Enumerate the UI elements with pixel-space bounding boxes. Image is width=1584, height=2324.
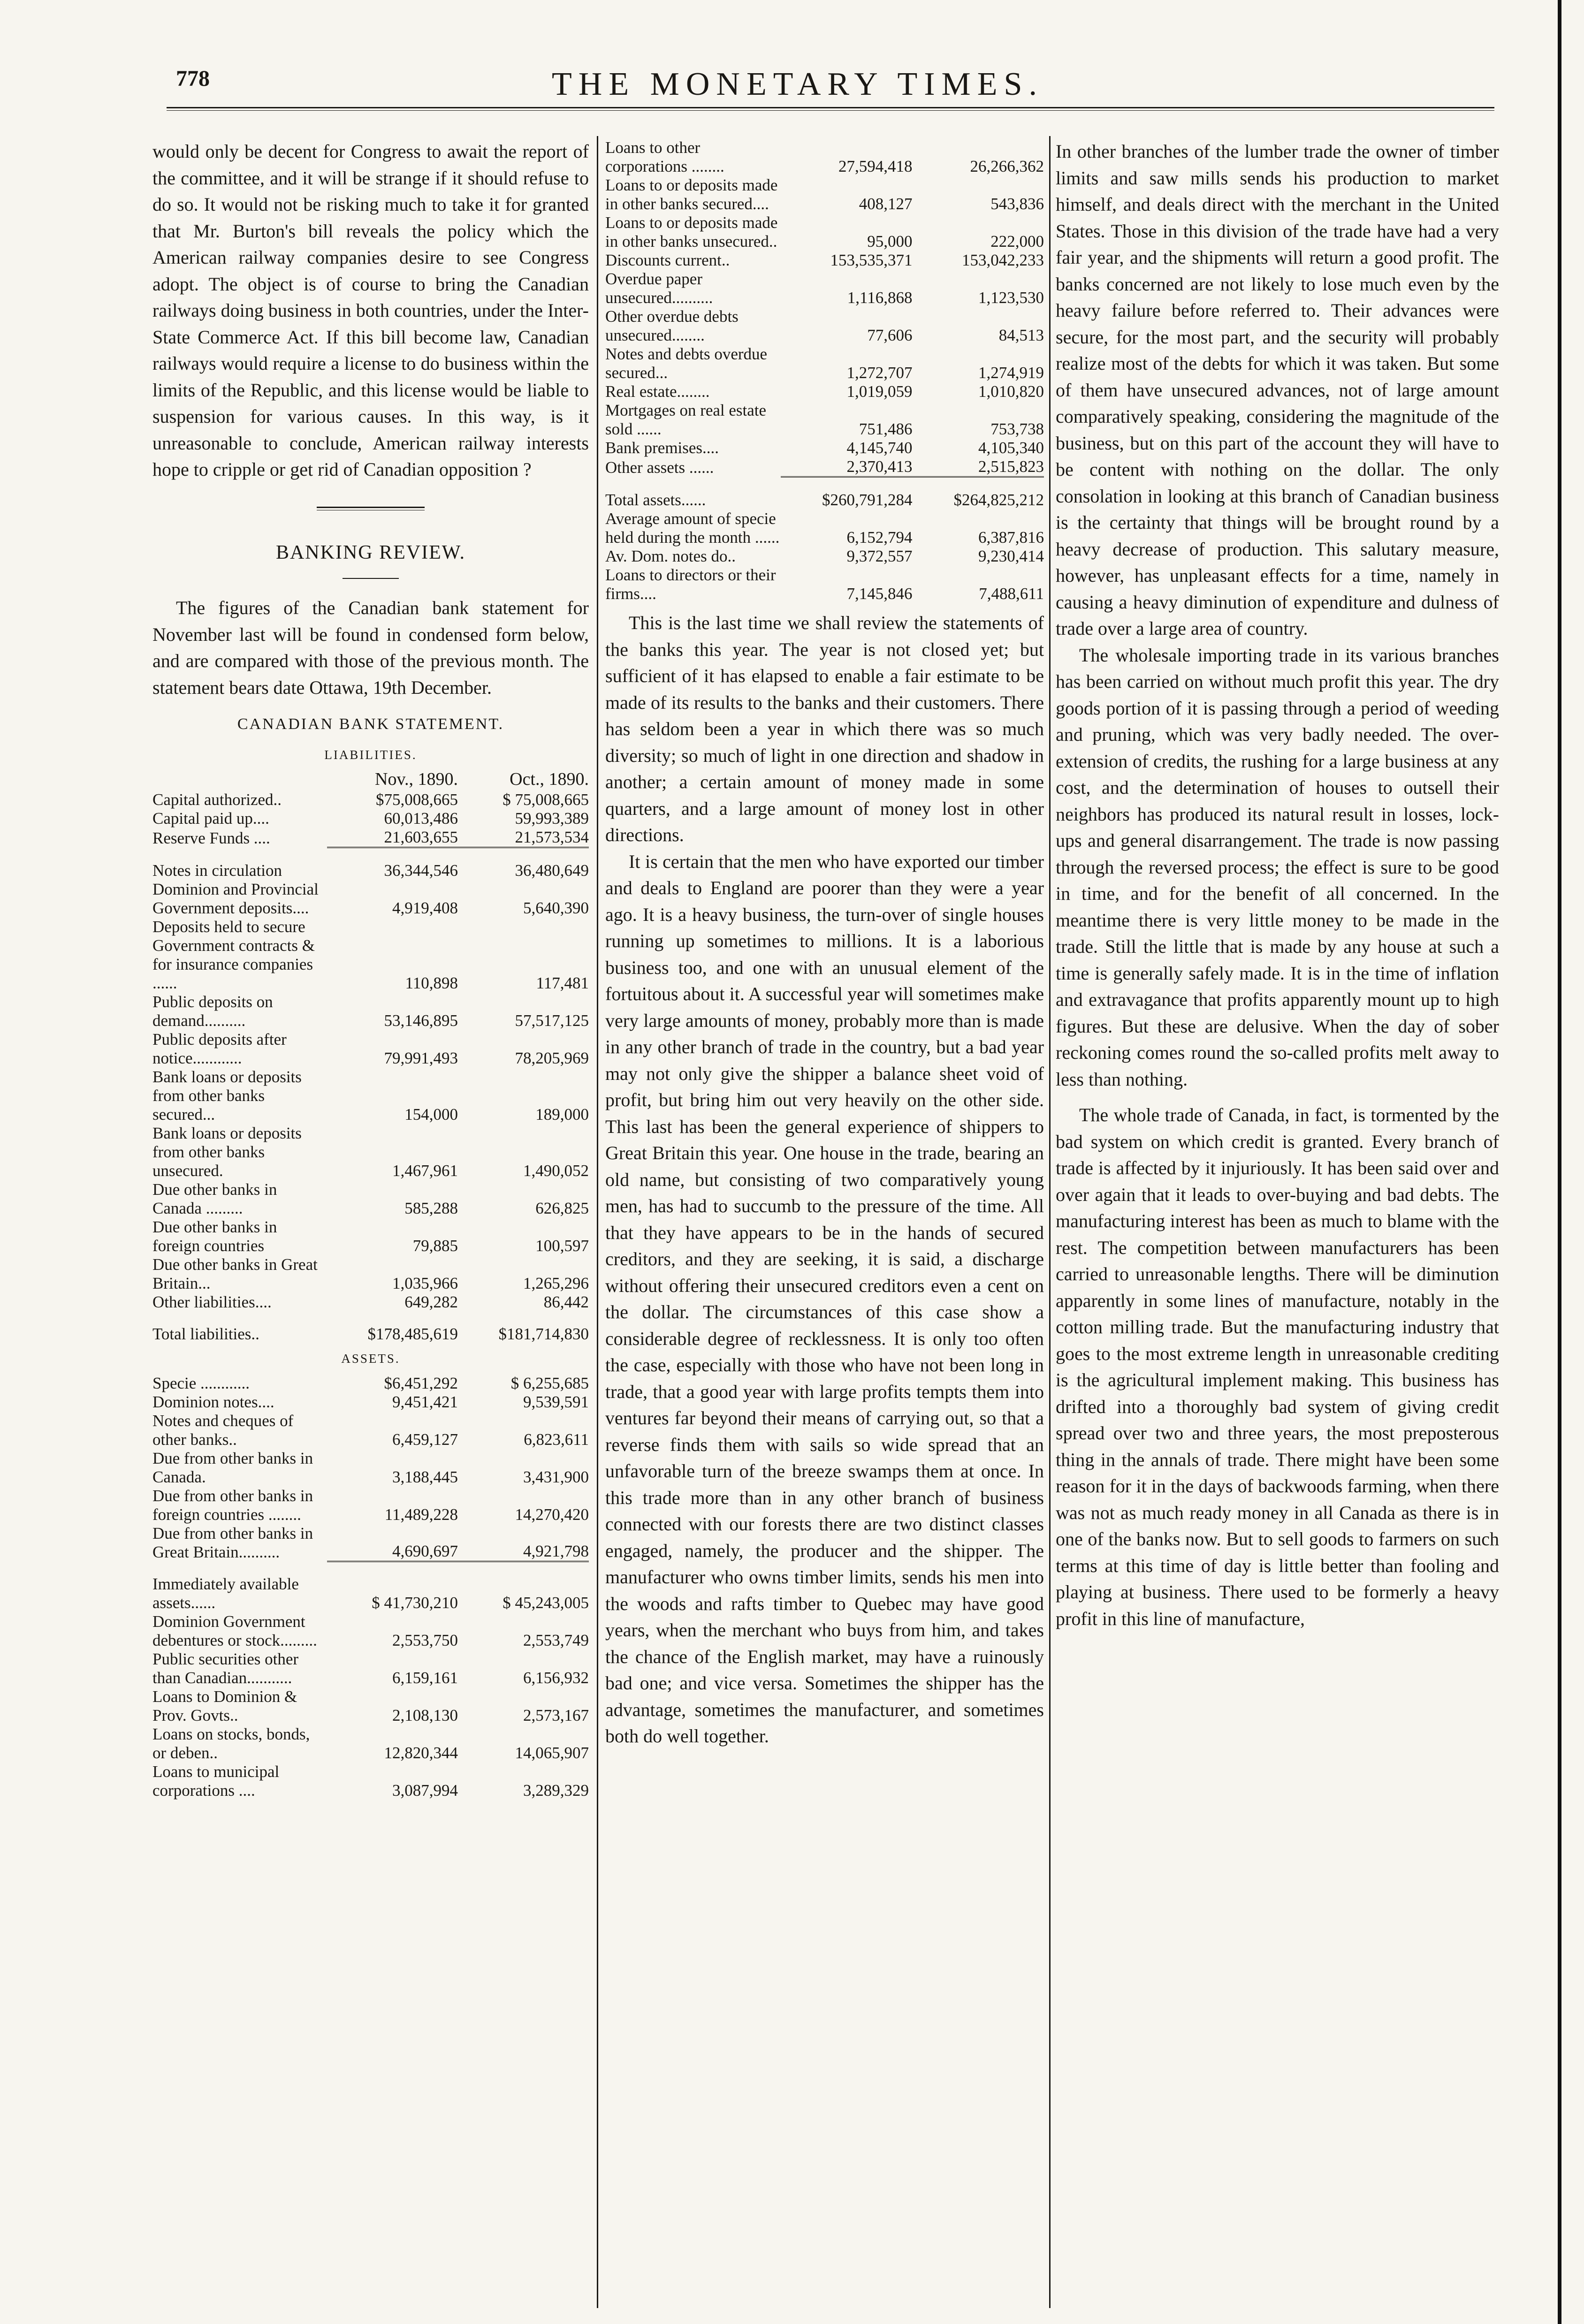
nov-value: 36,344,546: [327, 848, 458, 881]
bank-statement-table: [152, 770, 589, 1344]
statement-row: [152, 1449, 589, 1487]
nov-value: 2,553,750: [392, 1631, 458, 1649]
nov-value: 153,535,371: [830, 251, 913, 269]
oct-value: 222,000: [990, 232, 1044, 251]
row-label: Real estate........: [605, 382, 710, 401]
row-label: Bank loans or deposits from other banks secured...: [152, 1068, 302, 1124]
nov-value: 6,159,161: [392, 1668, 458, 1687]
column-1: [152, 138, 589, 1800]
oct-value: 26,266,362: [970, 157, 1044, 175]
nov-value: 2,108,130: [392, 1706, 458, 1724]
statement-row: [152, 1312, 589, 1344]
row-label: Capital authorized..: [152, 790, 282, 809]
statement-row: [605, 401, 1044, 439]
nov-value: 9,372,557: [846, 547, 913, 565]
nov-value: 1,467,961: [392, 1162, 458, 1180]
row-label: Dominion and Provincial Government deposits....: [152, 880, 319, 917]
statement-row: [152, 1068, 589, 1124]
statement-row: [605, 251, 1044, 270]
assets-table: [152, 1374, 589, 1800]
row-label: Public securities other than Canadian...........: [152, 1649, 299, 1687]
oct-value: 6,823,611: [524, 1430, 589, 1449]
oct-value: 100,597: [535, 1237, 589, 1255]
statement-row: [152, 1218, 589, 1255]
oct-value: 153,042,233: [962, 251, 1044, 269]
nov-value: 1,116,868: [847, 289, 913, 307]
page-header: [0, 0, 1584, 117]
column-header: Oct., 1890.: [510, 769, 589, 789]
row-label: Due from other banks in Canada.: [152, 1449, 313, 1486]
oct-value: 6,156,932: [523, 1668, 589, 1687]
oct-value: 2,573,167: [523, 1706, 589, 1724]
statement-row: [152, 1255, 589, 1293]
nov-value: 1,035,966: [392, 1274, 458, 1292]
row-label: Total assets......: [605, 491, 706, 509]
statement-row: [152, 880, 589, 918]
nov-value: 585,288: [404, 1199, 458, 1217]
nov-value: $ 41,730,210: [327, 1562, 458, 1612]
article-paragraph: It is certain that the men who have exported our timber and deals to England are poorer than they were a year ago. It is a heavy business, the turn-over of single houses running up sometimes to millions. It is a laborious business too, and one with an unusual element of the fortuitous about it. A successful year will sometimes make very large amounts of money, probably more than is made in any other branch of trade in the country, but a bad year may not only give the shipper a balance sheet void of profit, but bring him out very heavily on the other side. This last has been the general experience of shippers to Great Britain this year. One house in the trade, bearing an old name, but consisting of two comparatively young men, has had to succumb to the pressure of the time. All that they have appears to be in the hands of secured creditors, and they are seeking, it is said, a discharge without offering their unsecured creditors even a cent on the dollar. The circumstances of this case show a considerable degree of recklessness. It is only too often the case, especially with those who have not been long in trade, that a good year with large profits tempts them into ventures far beyond their means of carrying out, so that a reverse finds them with sails so wide spread that an unfavorable turn of the breeze swamps them at once. In this trade more than in any other branch of business connected with our forests there are two distinct classes engaged, namely, the producer and the shipper. The manufacturer who owns timber limits, sends his men into the woods and rafts timber to Quebec may have good years, when the merchant who buys from him, and takes the chance of the English market, may have a ruinously bad one; and vice versa. Sometimes the shipper has the advantage, sometimes the manufacturer, and sometimes both do well together.: [605, 851, 1044, 1747]
section-divider: [317, 507, 425, 510]
oct-value: 14,270,420: [515, 1505, 589, 1524]
row-label: Notes and debts overdue secured...: [605, 345, 768, 382]
row-label: Other liabilities....: [152, 1293, 272, 1311]
liabilities-heading: LIABILITIES.: [324, 747, 417, 762]
oct-value: 117,481: [536, 974, 589, 992]
statement-row: [152, 1293, 589, 1312]
oct-value: 7,488,611: [979, 585, 1044, 603]
row-label: Due other banks in Great Britain...: [152, 1255, 318, 1292]
oct-value: 9,230,414: [978, 547, 1044, 565]
section-title: BANKING REVIEW.: [275, 541, 466, 563]
header-blank: [152, 770, 327, 790]
row-label: Public deposits on demand..........: [152, 993, 273, 1030]
statement-row: [152, 848, 589, 881]
page-edge: [1558, 0, 1561, 2324]
masthead: THE MONETARY TIMES.: [552, 66, 1043, 102]
nov-value: $178,485,619: [367, 1325, 458, 1343]
row-label: Loans to Dominion & Prov. Govts..: [152, 1687, 297, 1724]
row-label: Reserve Funds ....: [152, 828, 270, 847]
oct-value: 86,442: [543, 1293, 589, 1311]
nov-value: 1,019,059: [846, 382, 913, 401]
row-label: Dominion Government debentures or stock.........: [152, 1612, 317, 1649]
statement-row: [605, 382, 1044, 401]
nov-value: 1,272,707: [846, 364, 913, 382]
column-header: Nov., 1890.: [375, 769, 458, 789]
page-number: 778: [176, 66, 210, 91]
article-paragraph: In other branches of the lumber trade the owner of timber limits and saw mills sends his production to market himself, and deals direct with the merchant in the United States. Those in this division of the trade have had a very fair year, and the shipments will return a good profit. The banks concerned are not likely to lose much even by the heavy failure before referred to. Their advances were secure, for the most part, and the security will probably realize most of the debts for which it was taken. But some of them have unsecured advances, not of large amount comparatively speaking, considering the magnitude of the business, but on this part of the account they will have to be content with nothing on the dollar. The only consolation in looking at this branch of Canadian business is the certainty that things will be brought round by a heavy decrease of production. This salutary measure, however, has unpleasant effects for a time, namely in causing a heavy diminution of expenditure and dulness of trade over a large area of country.: [1056, 141, 1499, 639]
nov-value: 4,690,697: [392, 1542, 458, 1560]
statement-row: [152, 1412, 589, 1449]
nov-value: 79,885: [412, 1237, 458, 1255]
row-label: Bank loans or deposits from other banks unsecured.: [152, 1124, 302, 1180]
oct-value: 1,010,820: [978, 382, 1044, 401]
statement-row: [152, 993, 589, 1030]
oct-value: 1,265,296: [523, 1274, 589, 1292]
column-2: [605, 138, 1044, 1750]
row-label: Due from other banks in foreign countries ........: [152, 1486, 313, 1524]
row-label: Av. Dom. notes do..: [605, 547, 736, 565]
statement-row: [152, 1030, 589, 1068]
assets-continued-table: [605, 138, 1044, 603]
statement-row: [152, 1687, 589, 1725]
nov-value: 95,000: [867, 232, 913, 251]
statement-row: [152, 1393, 589, 1412]
nov-value: 9,451,421: [392, 1392, 458, 1411]
statement-row: [605, 138, 1044, 176]
article-paragraph: would only be decent for Congress to await the report of the committee, and it will be strange if it should refuse to do so. It would not be risking much to take it for granted that Mr. Burton's bill reveals the policy which the American railway companies desire to see Congress adopt. The object is of course to bring the Canadian railways doing business in both countries, under the Inter-State Commerce Act. If this bill become law, Canadian railways would require a license to do business within the limits of the Republic, and this license would be liable to suspension for various causes. In this way, is it unreasonable to conclude, American railway interests hope to cripple or get rid of Canadian opposition ?: [152, 141, 589, 480]
header-rule: [167, 107, 1494, 111]
nov-value: 4,919,408: [392, 899, 458, 917]
row-label: Notes in circulation: [152, 861, 282, 880]
statement-row: [605, 213, 1044, 251]
row-label: Deposits held to secure Government contracts & for insurance companies ......: [152, 918, 315, 992]
oct-value: 21,573,534: [515, 828, 589, 846]
oct-value: $264,825,212: [913, 477, 1044, 510]
statement-row: [152, 1650, 589, 1687]
row-label: Due other banks in Canada .........: [152, 1180, 277, 1217]
oct-value: 1,274,919: [978, 364, 1044, 382]
oct-value: $ 6,255,685: [510, 1374, 589, 1392]
row-label: Average amount of specie held during the month ......: [605, 509, 780, 547]
row-label: Bank premises....: [605, 439, 719, 457]
row-label: Notes and cheques of other banks..: [152, 1411, 294, 1449]
oct-value: 4,105,340: [978, 439, 1044, 457]
statement-row: [605, 439, 1044, 457]
statement-row: [152, 918, 589, 993]
statement-title: CANADIAN BANK STATEMENT.: [237, 715, 504, 733]
oct-value: $ 45,243,005: [458, 1562, 589, 1612]
row-label: Mortgages on real estate sold ......: [605, 401, 767, 438]
oct-value: 2,553,749: [523, 1631, 589, 1649]
nov-value: 4,145,740: [846, 439, 913, 457]
oct-value: 9,539,591: [523, 1392, 589, 1411]
nov-value: 27,594,418: [838, 157, 913, 175]
column-header-row: [152, 770, 589, 790]
statement-row: [152, 1180, 589, 1218]
oct-value: 36,480,649: [458, 848, 589, 881]
nov-value: $6,451,292: [384, 1374, 458, 1392]
oct-value: 5,640,390: [523, 899, 589, 917]
row-label: Loans to municipal corporations ....: [152, 1762, 280, 1800]
oct-value: 6,387,816: [978, 528, 1044, 547]
statement-row: [605, 345, 1044, 382]
row-label: Other assets ......: [605, 458, 714, 477]
statement-row: [152, 790, 589, 809]
statement-row: [152, 1725, 589, 1762]
row-label: Dominion notes....: [152, 1392, 274, 1411]
column-3: [1056, 138, 1499, 1632]
oct-value: 3,289,329: [523, 1781, 589, 1800]
nov-value: 11,489,228: [384, 1505, 458, 1524]
oct-value: $181,714,830: [498, 1325, 589, 1343]
oct-value: 1,123,530: [978, 289, 1044, 307]
statement-row: [152, 1524, 589, 1562]
row-label: Public deposits after notice............: [152, 1030, 287, 1067]
oct-value: $ 75,008,665: [503, 790, 589, 809]
statement-row: [605, 477, 1044, 510]
oct-value: 78,205,969: [515, 1049, 589, 1067]
article-paragraph: The wholesale importing trade in its various branches has been carried on without much profit this year. The dry goods portion of it is passing through a period of weeding and pruning, which was very badly needed. The over-extension of credits, the rushing for a large business at any cost, and the determination of houses to outsell their neighbors has produced its natural result in losses, lock-ups and general disarrangement. The trade is now passing through the reversed process; the effect is sure to be good in time, and for the benefit of all concerned. In the meantime there is very little money to be made in the trade. Still the little that is made by any house at such a time is generally safely made. It is in the time of inflation and extravagance that profits apparently mount up to high figures. But these are delusive. When the day of sober reckoning comes round the so-called profits melt away to less than nothing.: [1056, 644, 1499, 1090]
statement-row: [605, 307, 1044, 345]
article-paragraph: The figures of the Canadian bank statement for November last will be found in condensed form below, and are compared with those of the previous month. The statement bears date Ottawa, 19th December.: [152, 597, 589, 698]
oct-value: 543,836: [990, 195, 1044, 213]
statement-row: [605, 566, 1044, 603]
row-label: Discounts current..: [605, 251, 730, 269]
nov-value: 77,606: [867, 326, 913, 344]
row-label: Loans to or deposits made in other banks unsecured..: [605, 213, 778, 251]
statement-row: [152, 809, 589, 828]
row-label: Capital paid up....: [152, 809, 269, 828]
nov-value: 6,459,127: [392, 1430, 458, 1449]
nov-value: 7,145,846: [846, 585, 913, 603]
statement-row: [152, 828, 589, 848]
nov-value: 60,013,486: [384, 809, 458, 828]
nov-value: 6,152,794: [846, 528, 913, 547]
row-label: Loans to other corporations ........: [605, 138, 724, 175]
nov-value: 110,898: [405, 974, 458, 992]
statement-row: [152, 1124, 589, 1180]
row-label: Loans to directors or their firms....: [605, 566, 776, 603]
assets-heading: ASSETS.: [341, 1352, 400, 1366]
nov-value: $260,791,284: [781, 477, 913, 510]
row-label: Immediately available assets......: [152, 1574, 299, 1612]
row-label: Specie ............: [152, 1374, 250, 1392]
article-paragraph: This is the last time we shall review the statements of the banks this year. The year is not closed yet; but sufficient of it has elapsed to enable a fair estimate to be made of its results to the banks and their customers. There has seldom been a year in which there was so much diversity; so much of light in one direction and shadow in another; a certain amount of money made in some quarters, and a large amount of money lost in other directions.: [605, 612, 1044, 845]
oct-value: 1,490,052: [523, 1162, 589, 1180]
row-label: Loans on stocks, bonds, or deben..: [152, 1724, 310, 1762]
oct-value: 626,825: [535, 1199, 589, 1217]
row-label: Due other banks in foreign countries: [152, 1218, 277, 1255]
nov-value: 3,087,994: [392, 1781, 458, 1800]
statement-row: [605, 509, 1044, 547]
oct-value: 84,513: [998, 326, 1044, 344]
statement-row: [605, 176, 1044, 213]
column-divider: [597, 136, 598, 2308]
nov-value: 21,603,655: [384, 828, 458, 846]
row-label: Overdue paper unsecured..........: [605, 270, 713, 307]
row-label: Other overdue debts unsecured........: [605, 307, 739, 344]
statement-row: [605, 270, 1044, 307]
statement-row: [152, 1374, 589, 1393]
statement-row: [152, 1562, 589, 1612]
nov-value: 2,370,413: [846, 457, 913, 476]
statement-row: [152, 1487, 589, 1524]
nov-value: 53,146,895: [384, 1011, 458, 1030]
nov-value: 408,127: [859, 195, 913, 213]
title-rule: [343, 578, 399, 579]
nov-value: 3,188,445: [392, 1467, 458, 1486]
oct-value: 57,517,125: [515, 1011, 589, 1030]
column-divider: [1049, 136, 1051, 2308]
row-label: Due from other banks in Great Britain..........: [152, 1524, 313, 1561]
nov-value: 154,000: [404, 1105, 458, 1124]
statement-row: [605, 457, 1044, 477]
oct-value: 3,431,900: [523, 1467, 589, 1486]
oct-value: 753,738: [990, 420, 1044, 438]
nov-value: 751,486: [859, 420, 913, 438]
nov-value: 79,991,493: [384, 1049, 458, 1067]
article-paragraph: The whole trade of Canada, in fact, is tormented by the bad system on which credit is granted. Every branch of trade is affected by it injuriously. It has been said over and over again that it leads to over-buying and bad debts. The manufacturing interest has been as much to blame with the rest. The competition between manufacturers has been carried to unreasonable lengths. There will be diminution apparently in some lines of manufacture, notably in the cotton milling trade. But the manufacturing industry that goes to the most extreme length in unreasonable crediting is the agricultural implement making. This business has drifted into a thoroughly bad system of giving credit spread over two and three years, the most preposterous thing in the annals of trade. There might have been some reason for it in the days of backwoods farming, when there was not as much ready money in all Canada as there is in one of the banks now. But to sell goods to farmers on such terms at this time of day is little better than fooling and playing at business. There used to be formerly a heavy profit in this line of manufacture,: [1056, 1104, 1499, 1629]
nov-value: $75,008,665: [376, 790, 458, 809]
row-label: Total liabilities..: [152, 1325, 259, 1343]
nov-value: 649,282: [404, 1293, 458, 1311]
oct-value: 2,515,823: [978, 457, 1044, 476]
nov-value: 12,820,344: [384, 1743, 458, 1762]
statement-row: [152, 1612, 589, 1650]
statement-row: [605, 547, 1044, 566]
oct-value: 59,993,389: [515, 809, 589, 828]
oct-value: 14,065,907: [515, 1743, 589, 1762]
statement-row: [152, 1762, 589, 1800]
oct-value: 4,921,798: [523, 1542, 589, 1560]
row-label: Loans to or deposits made in other banks secured....: [605, 176, 778, 213]
oct-value: 189,000: [535, 1105, 589, 1124]
